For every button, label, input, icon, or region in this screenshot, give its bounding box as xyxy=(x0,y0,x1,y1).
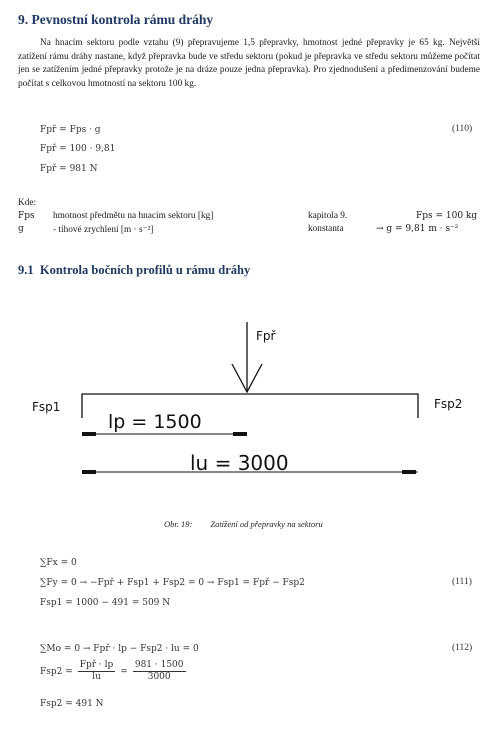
eq111-line3: Fsp1 = 1000 − 491 = 509 N xyxy=(40,598,171,608)
kde-source: konstanta xyxy=(308,224,344,234)
fraction-numerator: 981 · 1500 xyxy=(134,660,184,670)
subsection-heading xyxy=(18,263,250,278)
lu-dimension-tick xyxy=(82,470,96,474)
lp-dimension-label: lp = 1500 xyxy=(108,411,202,433)
figure-caption xyxy=(164,519,341,529)
eq111-number: (111) xyxy=(452,577,472,587)
kde-source: kapitola 9. xyxy=(308,211,348,221)
section-number: 9. xyxy=(18,12,29,27)
eq112-line3: Fsp2 = 491 N xyxy=(40,699,104,709)
kde-symbol: g xyxy=(18,224,24,234)
intro-paragraph xyxy=(18,37,480,91)
kde-description: - tíhové zrychlení [m · s⁻²] xyxy=(53,225,154,235)
kde-row xyxy=(18,224,480,238)
eq110-number: (110) xyxy=(452,124,473,134)
kde-value: → g = 9,81 m · s⁻² xyxy=(376,224,459,234)
fraction-denominator: lu xyxy=(92,672,101,682)
eq110-line1: Fpř = Fps · g xyxy=(40,125,101,135)
eq112-lhs: Fsp2 = xyxy=(40,666,73,677)
section-title: Pevnostní kontrola rámu dráhy xyxy=(31,12,214,27)
lp-dimension-tick xyxy=(233,432,247,436)
subsection-title: Kontrola bočních profilů u rámu dráhy xyxy=(39,263,251,277)
kde-value: Fps = 100 kg xyxy=(416,211,478,221)
lu-dimension-label: lu = 3000 xyxy=(190,451,289,475)
kde-description: hmotnost předmětu na hnacím sektoru [kg] xyxy=(53,211,214,221)
load-diagram xyxy=(0,318,496,488)
eq112-equals: = xyxy=(120,666,128,677)
left-support-label: Fsp1 xyxy=(32,400,61,414)
eq112-line1: ∑Mo = 0 → Fpř · lp − Fsp2 · lu = 0 xyxy=(40,644,199,654)
kde-row xyxy=(18,211,480,225)
eq112-fraction-symbolic xyxy=(78,660,116,683)
eq112-line2 xyxy=(40,660,188,683)
intro-paragraph-text: Na hnacím sektoru podle vztahu (9) přepravujeme 1,5 přepravky, hmotnost jedné přepravky je 65 kg. Největší zatížení rámu dráhy nastane, když přepravka bude ve středu sektoru (pokud je přepravka ve středu sektoru můžeme počítat jen se zatížením jedné přepravky protože je na dráze pouze jedna přepravka). Pro zjednodušení a předimenzování budeme počítat s celkovou hmotností na sektoru 100 kg. xyxy=(18,38,480,89)
right-support-label: Fsp2 xyxy=(434,397,463,411)
lp-dimension-tick xyxy=(82,432,96,436)
eq111-line1: ∑Fx = 0 xyxy=(40,558,77,568)
eq111-line2: ∑Fy = 0 → −Fpř + Fsp1 + Fsp2 = 0 → Fsp1 = Fpř − Fsp2 xyxy=(40,578,305,588)
lu-dimension-tick xyxy=(402,470,416,474)
fraction-denominator: 3000 xyxy=(147,672,171,682)
eq112-number: (112) xyxy=(452,643,473,653)
kde-label: Kde: xyxy=(18,198,37,208)
kde-symbol: Fps xyxy=(18,211,35,221)
section-heading xyxy=(18,12,213,28)
eq110-line2: Fpř = 100 · 9,81 xyxy=(40,144,116,154)
subsection-number: 9.1 xyxy=(18,263,34,277)
fraction-numerator: Fpř · lp xyxy=(79,660,114,670)
caption-number: Obr. 19: xyxy=(164,519,193,529)
eq112-fraction-numeric xyxy=(133,660,186,683)
eq110-line3: Fpř = 981 N xyxy=(40,164,98,174)
force-label: Fpř xyxy=(256,329,276,343)
caption-text: Zatížení od přepravky na sektoru xyxy=(210,519,323,529)
